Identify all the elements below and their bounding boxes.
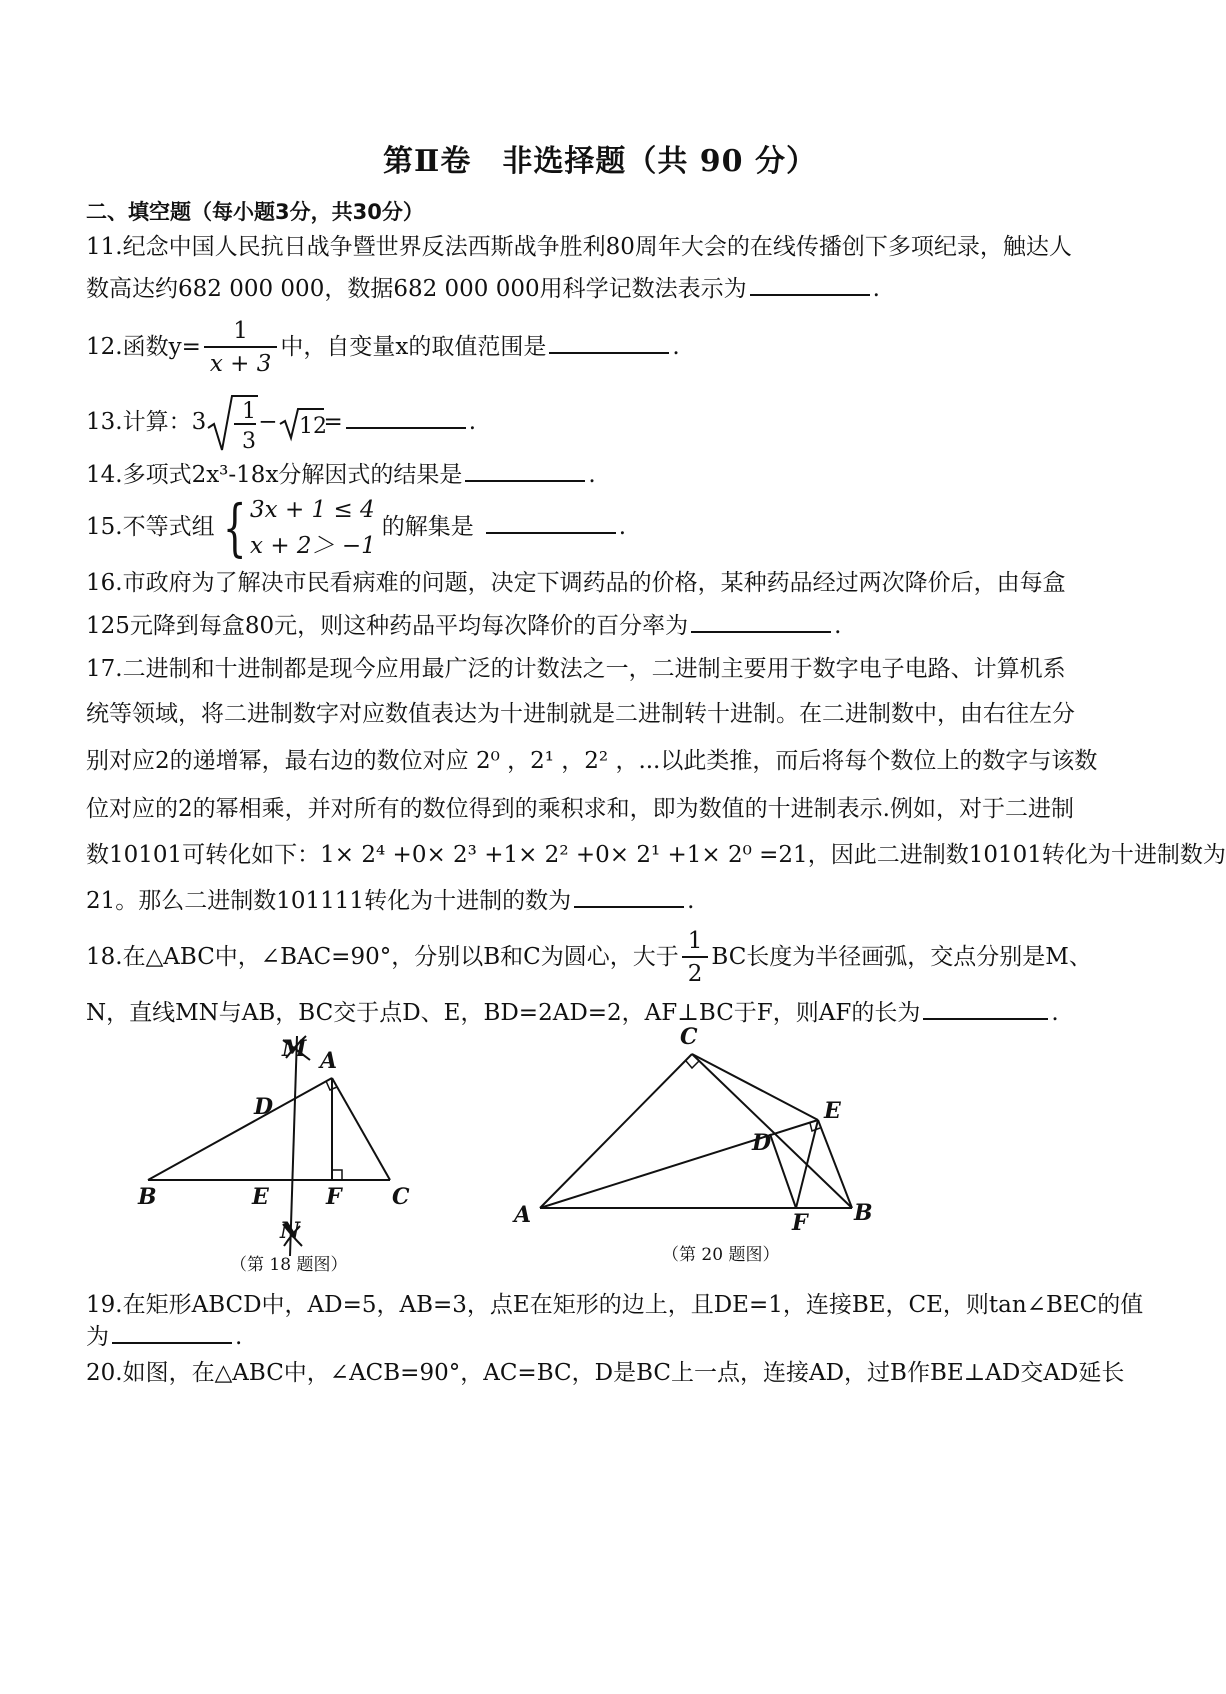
- label-C: C: [392, 1184, 410, 1210]
- answer-blank: [750, 272, 870, 296]
- period: .: [588, 462, 596, 488]
- answer-blank: [112, 1320, 232, 1344]
- q18-suffix: BC长度为半径画弧，交点分别是M、: [711, 944, 1092, 970]
- answer-blank: [549, 330, 669, 354]
- period: .: [618, 514, 627, 540]
- label-N: N: [280, 1218, 301, 1244]
- q13-equals: =: [323, 409, 343, 435]
- q15-ineq2: x + 2＞ −1: [250, 533, 376, 559]
- label-E: E: [252, 1184, 269, 1210]
- q16-line1: 16.市政府为了解决市民看病难的问题，决定下调药品的价格，某种药品经过两次降价后，由每盒: [86, 570, 1066, 596]
- label-E: E: [824, 1098, 841, 1124]
- label-F: F: [326, 1184, 342, 1210]
- q11-text: 数高达约682 000 000，数据682 000 000用科学记数法表示为: [86, 276, 747, 302]
- q15-prefix: 15.不等式组: [86, 514, 215, 540]
- q13-numerator: 1: [242, 399, 257, 424]
- q13: [86, 392, 476, 454]
- q12-numerator: 1: [233, 318, 248, 344]
- answer-blank: [691, 609, 831, 633]
- q15: [86, 492, 626, 564]
- q12: [86, 316, 680, 380]
- period: .: [235, 1324, 243, 1350]
- label-C: C: [680, 1024, 698, 1050]
- q17-text: 21。那么二进制数101111转化为十进制的数为: [86, 888, 572, 914]
- label-M: M: [282, 1036, 307, 1062]
- period: .: [687, 888, 695, 914]
- q13-coef: 3: [191, 409, 207, 435]
- brace-icon: {: [222, 491, 247, 564]
- label-F: F: [792, 1210, 808, 1236]
- q17-line5: 数10101可转化如下：1× 2⁴ +0× 2³ +1× 2² +0× 2¹ +1× 2⁰ =21，因此二进制数10101转化为十进制数为: [86, 842, 1226, 868]
- answer-blank: [574, 884, 684, 908]
- q13-minus: −: [258, 409, 278, 435]
- q18-denominator: 2: [682, 956, 709, 990]
- answer-blank: [465, 458, 585, 482]
- q19-line1: 19.在矩形ABCD中，AD=5，AB=3，点E在矩形的边上，且DE=1，连接BE，CE，则tan∠BEC的值: [86, 1292, 1144, 1318]
- q19-text: 为: [86, 1324, 109, 1350]
- figure-18: [140, 1032, 440, 1262]
- label-A: A: [320, 1048, 338, 1074]
- label-B: B: [138, 1184, 157, 1210]
- caption-fig18: （第 18 题图）: [230, 1255, 348, 1275]
- q16-text: 125元降到每盒80元，则这种药品平均每次降价的百分率为: [86, 613, 689, 639]
- q18-text: N，直线MN与AB，BC交于点D、E，BD=2AD=2，AF⊥BC于F，则AF的长为: [86, 1000, 921, 1026]
- q17-line4: 位对应的2的幂相乘，并对所有的数位得到的乘积求和，即为数值的十进制表示.例如，对于二进制: [86, 796, 1074, 822]
- q14: [86, 456, 596, 489]
- label-B: B: [854, 1200, 873, 1226]
- q17-line6: [86, 882, 694, 915]
- q15-suffix: 的解集是: [381, 514, 474, 540]
- q14-text: 14.多项式2x³-18x分解因式的结果是: [86, 462, 463, 488]
- q12-fraction: [204, 316, 278, 380]
- q13-denominator: 3: [242, 429, 257, 454]
- answer-blank: [346, 405, 466, 429]
- answer-blank: [486, 510, 616, 534]
- period: .: [834, 613, 842, 639]
- q11-line2: [86, 270, 880, 303]
- period: .: [468, 409, 477, 435]
- q19-line2: [86, 1318, 242, 1351]
- period: .: [672, 334, 680, 360]
- q17-line3: 别对应2的递增幂，最右边的数位对应 2⁰ ，2¹ ，2² ，...以此类推，而后将每个数位上的数字与该数: [86, 748, 1098, 774]
- q17-line1: 17.二进制和十进制都是现今应用最广泛的计数法之一，二进制主要用于数字电子电路、计算机系: [86, 656, 1066, 682]
- q13-prefix: 13.计算：: [86, 409, 192, 435]
- caption-fig20: （第 20 题图）: [662, 1245, 780, 1265]
- q20-line1: 20.如图，在△ABC中，∠ACB=90°，AC=BC，D是BC上一点，连接AD，过B作BE⊥AD交AD延长: [86, 1360, 1125, 1386]
- q12-suffix: 中，自变量x的取值范围是: [280, 334, 547, 360]
- q18-prefix: 18.在△ABC中，∠BAC=90°，分别以B和C为圆心，大于: [86, 944, 679, 970]
- period: .: [1051, 1000, 1059, 1026]
- q18-numerator: 1: [687, 928, 703, 954]
- q12-prefix: 12.函数y=: [86, 334, 201, 360]
- q11-line1: 11.纪念中国人民抗日战争暨世界反法西斯战争胜利80周年大会的在线传播创下多项纪录，触达人: [86, 234, 1072, 260]
- q15-ineq1: 3x + 1 ≤ 4: [250, 497, 375, 523]
- section-heading: 二、填空题（每小题3分，共30分）: [86, 200, 424, 224]
- q17-line2: 统等领域，将二进制数字对应数值表达为十进制就是二进制转十进制。在二进制数中，由右往左分: [86, 701, 1075, 727]
- q13-radicand: 12: [298, 414, 327, 439]
- answer-blank: [923, 996, 1048, 1020]
- label-D: D: [752, 1130, 772, 1156]
- q12-denominator: x + 3: [204, 346, 278, 380]
- page-title: 第Ⅱ卷 非选择题（共 90 分）: [383, 144, 817, 179]
- figure-20: [506, 1022, 896, 1236]
- q18-fraction: [682, 926, 709, 990]
- q16-line2: [86, 607, 841, 640]
- label-D: D: [254, 1094, 274, 1120]
- q18-line1: [86, 926, 1092, 990]
- period: .: [872, 276, 880, 302]
- sqrt-fraction: [206, 392, 258, 454]
- sqrt-12: [278, 406, 327, 440]
- label-A: A: [514, 1202, 532, 1228]
- q15-system: [250, 492, 376, 564]
